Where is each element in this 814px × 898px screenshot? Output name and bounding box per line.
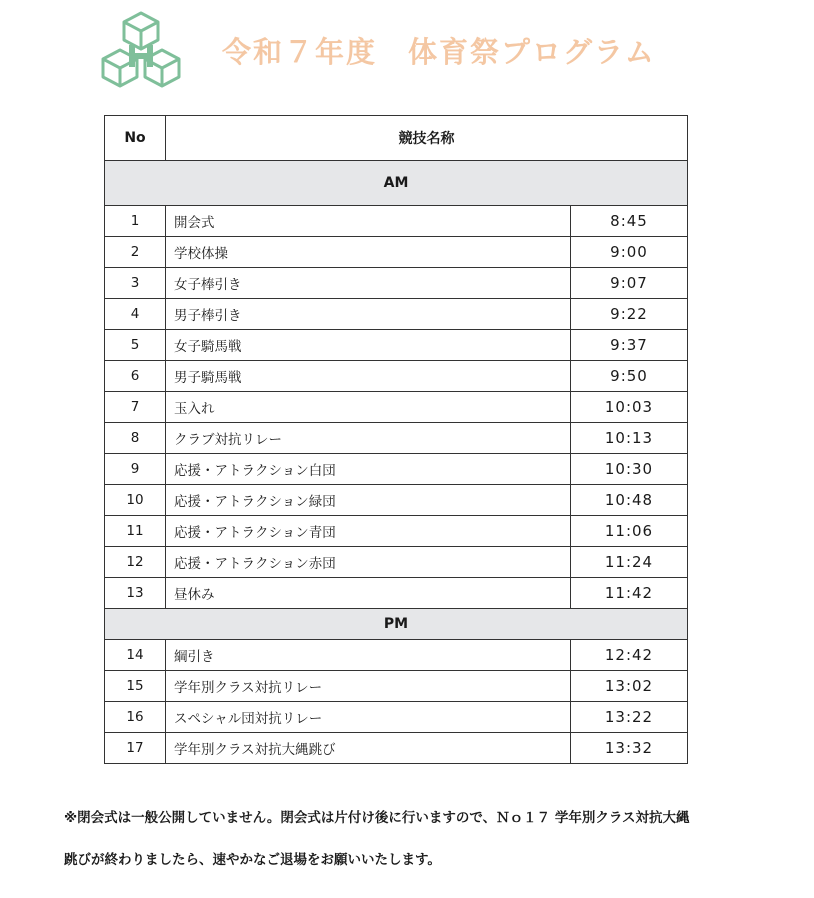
event-name: 学年別クラス対抗大縄跳び — [166, 733, 571, 764]
event-number: 12 — [105, 547, 166, 578]
table-row — [105, 454, 688, 485]
event-name: 学年別クラス対抗リレー — [166, 671, 571, 702]
event-name: クラブ対抗リレー — [166, 423, 571, 454]
event-name: 開会式 — [166, 206, 571, 237]
event-time: 10:30 — [571, 454, 688, 485]
event-time: 11:24 — [571, 547, 688, 578]
event-time: 11:06 — [571, 516, 688, 547]
event-name: 応援・アトラクション白団 — [166, 454, 571, 485]
section-label: AM — [105, 161, 688, 206]
event-number: 9 — [105, 454, 166, 485]
event-time: 13:32 — [571, 733, 688, 764]
column-header-no: No — [105, 116, 166, 161]
table-row — [105, 671, 688, 702]
table-row — [105, 206, 688, 237]
event-number: 11 — [105, 516, 166, 547]
footer-note-line-1: ※閉会式は一般公開していません。閉会式は片付け後に行いますので、Ｎｏ１７ 学年別クラス対抗大縄 — [64, 810, 690, 826]
event-time: 11:42 — [571, 578, 688, 609]
table-row — [105, 547, 688, 578]
event-number: 5 — [105, 330, 166, 361]
event-time: 9:00 — [571, 237, 688, 268]
event-number: 17 — [105, 733, 166, 764]
event-name: スペシャル団対抗リレー — [166, 702, 571, 733]
event-number: 13 — [105, 578, 166, 609]
event-name: 応援・アトラクション青団 — [166, 516, 571, 547]
event-time: 10:48 — [571, 485, 688, 516]
table-row — [105, 485, 688, 516]
event-name: 男子騎馬戦 — [166, 361, 571, 392]
program-table — [104, 115, 688, 764]
column-header-name: 競技名称 — [166, 116, 688, 161]
event-number: 2 — [105, 237, 166, 268]
table-row — [105, 733, 688, 764]
event-time: 13:02 — [571, 671, 688, 702]
event-time: 9:07 — [571, 268, 688, 299]
table-row — [105, 702, 688, 733]
event-number: 6 — [105, 361, 166, 392]
page-title: 令和７年度 体育祭プログラム — [222, 35, 656, 69]
event-name: 応援・アトラクション赤団 — [166, 547, 571, 578]
table-row — [105, 330, 688, 361]
event-time: 9:22 — [571, 299, 688, 330]
event-number: 15 — [105, 671, 166, 702]
table-row — [105, 237, 688, 268]
table-row — [105, 578, 688, 609]
event-name: 玉入れ — [166, 392, 571, 423]
table-row — [105, 423, 688, 454]
event-number: 3 — [105, 268, 166, 299]
table-row — [105, 392, 688, 423]
event-time: 9:37 — [571, 330, 688, 361]
table-header-row — [105, 116, 688, 161]
event-name: 昼休み — [166, 578, 571, 609]
section-label: PM — [105, 609, 688, 640]
footer-note-line-2: 跳びが終わりましたら、速やかなご退場をお願いいたします。 — [64, 852, 441, 868]
event-name: 女子棒引き — [166, 268, 571, 299]
event-number: 8 — [105, 423, 166, 454]
event-time: 10:13 — [571, 423, 688, 454]
table-row — [105, 516, 688, 547]
event-time: 10:03 — [571, 392, 688, 423]
event-number: 16 — [105, 702, 166, 733]
event-time: 8:45 — [571, 206, 688, 237]
event-name: 男子棒引き — [166, 299, 571, 330]
table-row — [105, 268, 688, 299]
event-number: 7 — [105, 392, 166, 423]
section-row — [105, 161, 688, 206]
table-row — [105, 640, 688, 671]
section-row — [105, 609, 688, 640]
table-row — [105, 299, 688, 330]
event-name: 綱引き — [166, 640, 571, 671]
event-name: 学校体操 — [166, 237, 571, 268]
event-number: 1 — [105, 206, 166, 237]
school-emblem-icon — [96, 10, 186, 92]
table-row — [105, 361, 688, 392]
event-name: 応援・アトラクション緑団 — [166, 485, 571, 516]
event-time: 13:22 — [571, 702, 688, 733]
event-number: 4 — [105, 299, 166, 330]
event-name: 女子騎馬戦 — [166, 330, 571, 361]
event-time: 12:42 — [571, 640, 688, 671]
event-number: 14 — [105, 640, 166, 671]
event-number: 10 — [105, 485, 166, 516]
event-time: 9:50 — [571, 361, 688, 392]
